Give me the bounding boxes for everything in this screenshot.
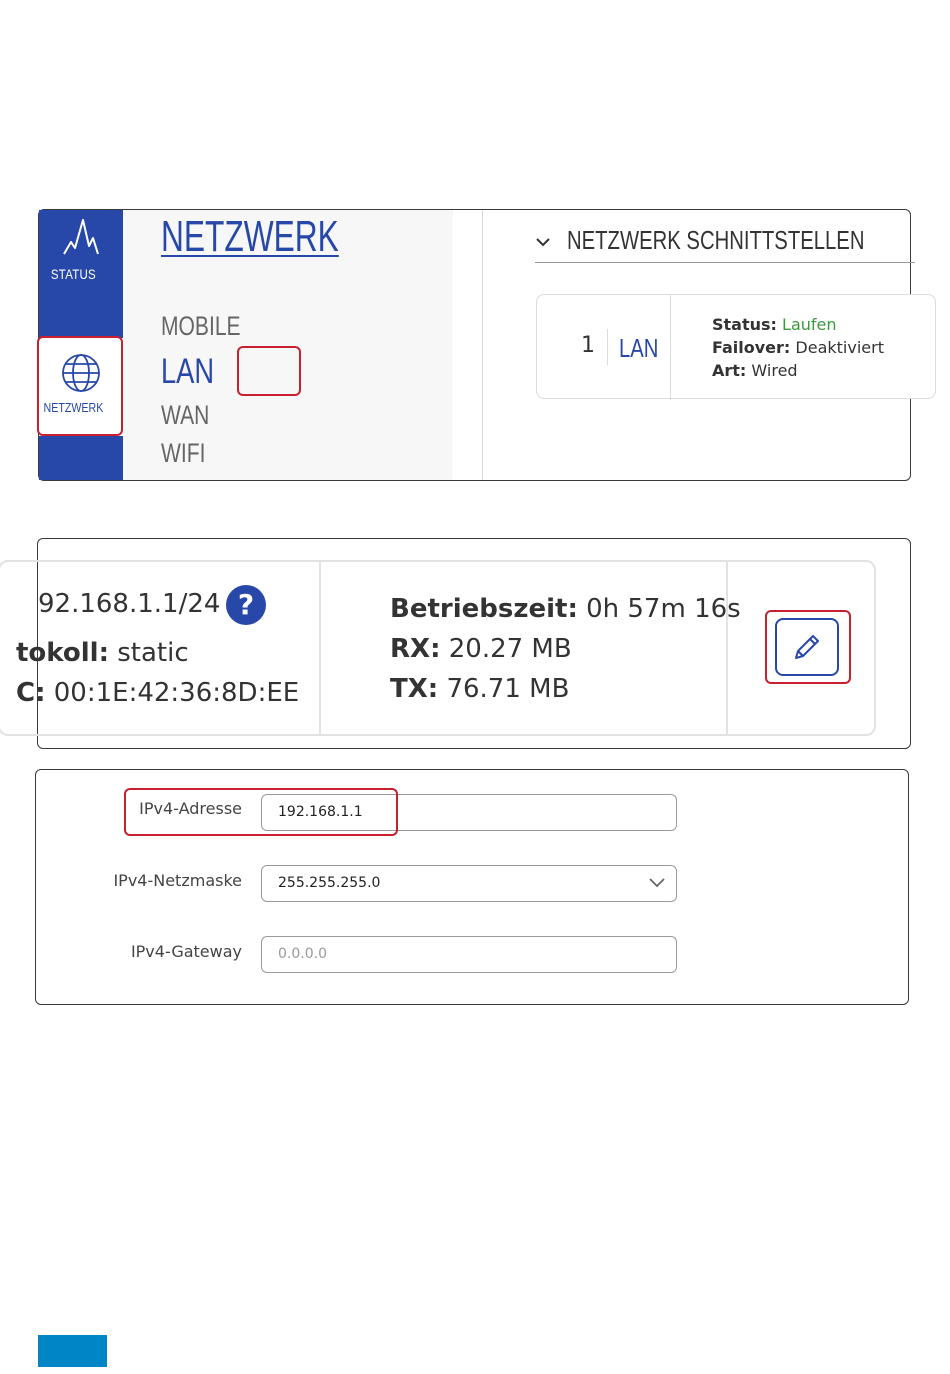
interfaces-title: NETZWERK SCHNITTSTELLEN [567,225,865,255]
menu-item-wan[interactable]: WAN [161,400,210,430]
lan-highlight-box [237,346,301,396]
sidebar-item-status-label: STATUS [50,266,96,282]
interface-failover [712,338,884,357]
ipv4-address-input[interactable]: 192.168.1.1 [261,794,677,831]
sidebar [39,210,123,480]
chevron-down-icon [648,876,666,888]
uptime-key: Betriebszeit: [390,594,578,624]
ipv4-settings-form [35,769,909,1005]
network-navigation-panel [38,209,911,481]
menu-item-lan[interactable]: LAN [161,352,215,391]
status-graph-icon [61,216,101,260]
protocol-value: static [117,638,189,668]
interface-type [712,361,798,380]
tx-row [390,674,569,704]
interface-type-value: Wired [751,361,798,380]
interfaces-section-header[interactable] [535,224,915,263]
interface-index: 1 [581,333,595,358]
interface-failover-key: Failover: [712,338,791,357]
interface-status-value: Laufen [782,315,837,334]
interface-details-panel [16,538,911,749]
tx-value: 76.71 MB [446,674,570,704]
interface-status-key: Status: [712,315,777,334]
ipv4-netmask-select[interactable] [261,865,677,902]
uptime-row [390,594,741,624]
uptime-value: 0h 57m 16s [586,594,741,624]
interface-failover-value: Deaktiviert [795,338,884,357]
ipv4-gateway-label: IPv4-Gateway [130,942,242,961]
menu-title[interactable]: NETZWERK [161,212,339,261]
sidebar-item-status[interactable] [39,216,123,306]
divider [319,560,321,736]
help-icon[interactable]: ? [226,585,266,625]
rx-value: 20.27 MB [448,634,572,664]
mac-value: 00:1E:42:36:8D:EE [53,678,300,708]
footer-accent-bar [38,1335,107,1367]
interface-card-lan[interactable] [536,294,936,399]
rx-key: RX: [390,634,441,664]
network-menu [123,210,453,480]
network-highlight-box [37,336,123,436]
ip-address-value: 92.168.1.1/24 [38,589,221,619]
ipv4-address-highlight-box [124,788,398,836]
rx-row [390,634,572,664]
ipv4-netmask-value: 255.255.255.0 [278,875,381,891]
divider [607,329,608,365]
sidebar-item-network-label: NETZWERK [43,400,104,415]
divider [482,210,483,480]
menu-item-wifi[interactable]: WIFI [161,438,206,468]
mac-key: C: [16,678,46,708]
protocol-row [16,638,189,668]
ipv4-address-label: IPv4-Adresse [139,799,242,818]
chevron-down-icon [535,236,551,248]
interface-status [712,315,837,334]
mac-row [16,678,299,708]
menu-item-mobile[interactable]: MOBILE [161,311,241,341]
tx-key: TX: [390,674,439,704]
edit-highlight-box [765,610,851,684]
divider [670,295,671,400]
divider [726,560,728,736]
ipv4-netmask-label: IPv4-Netzmaske [113,871,242,890]
interface-type-key: Art: [712,361,747,380]
interface-name: LAN [619,333,659,363]
ipv4-gateway-input[interactable]: 0.0.0.0 [261,936,677,973]
protocol-key: tokoll: [16,638,109,668]
